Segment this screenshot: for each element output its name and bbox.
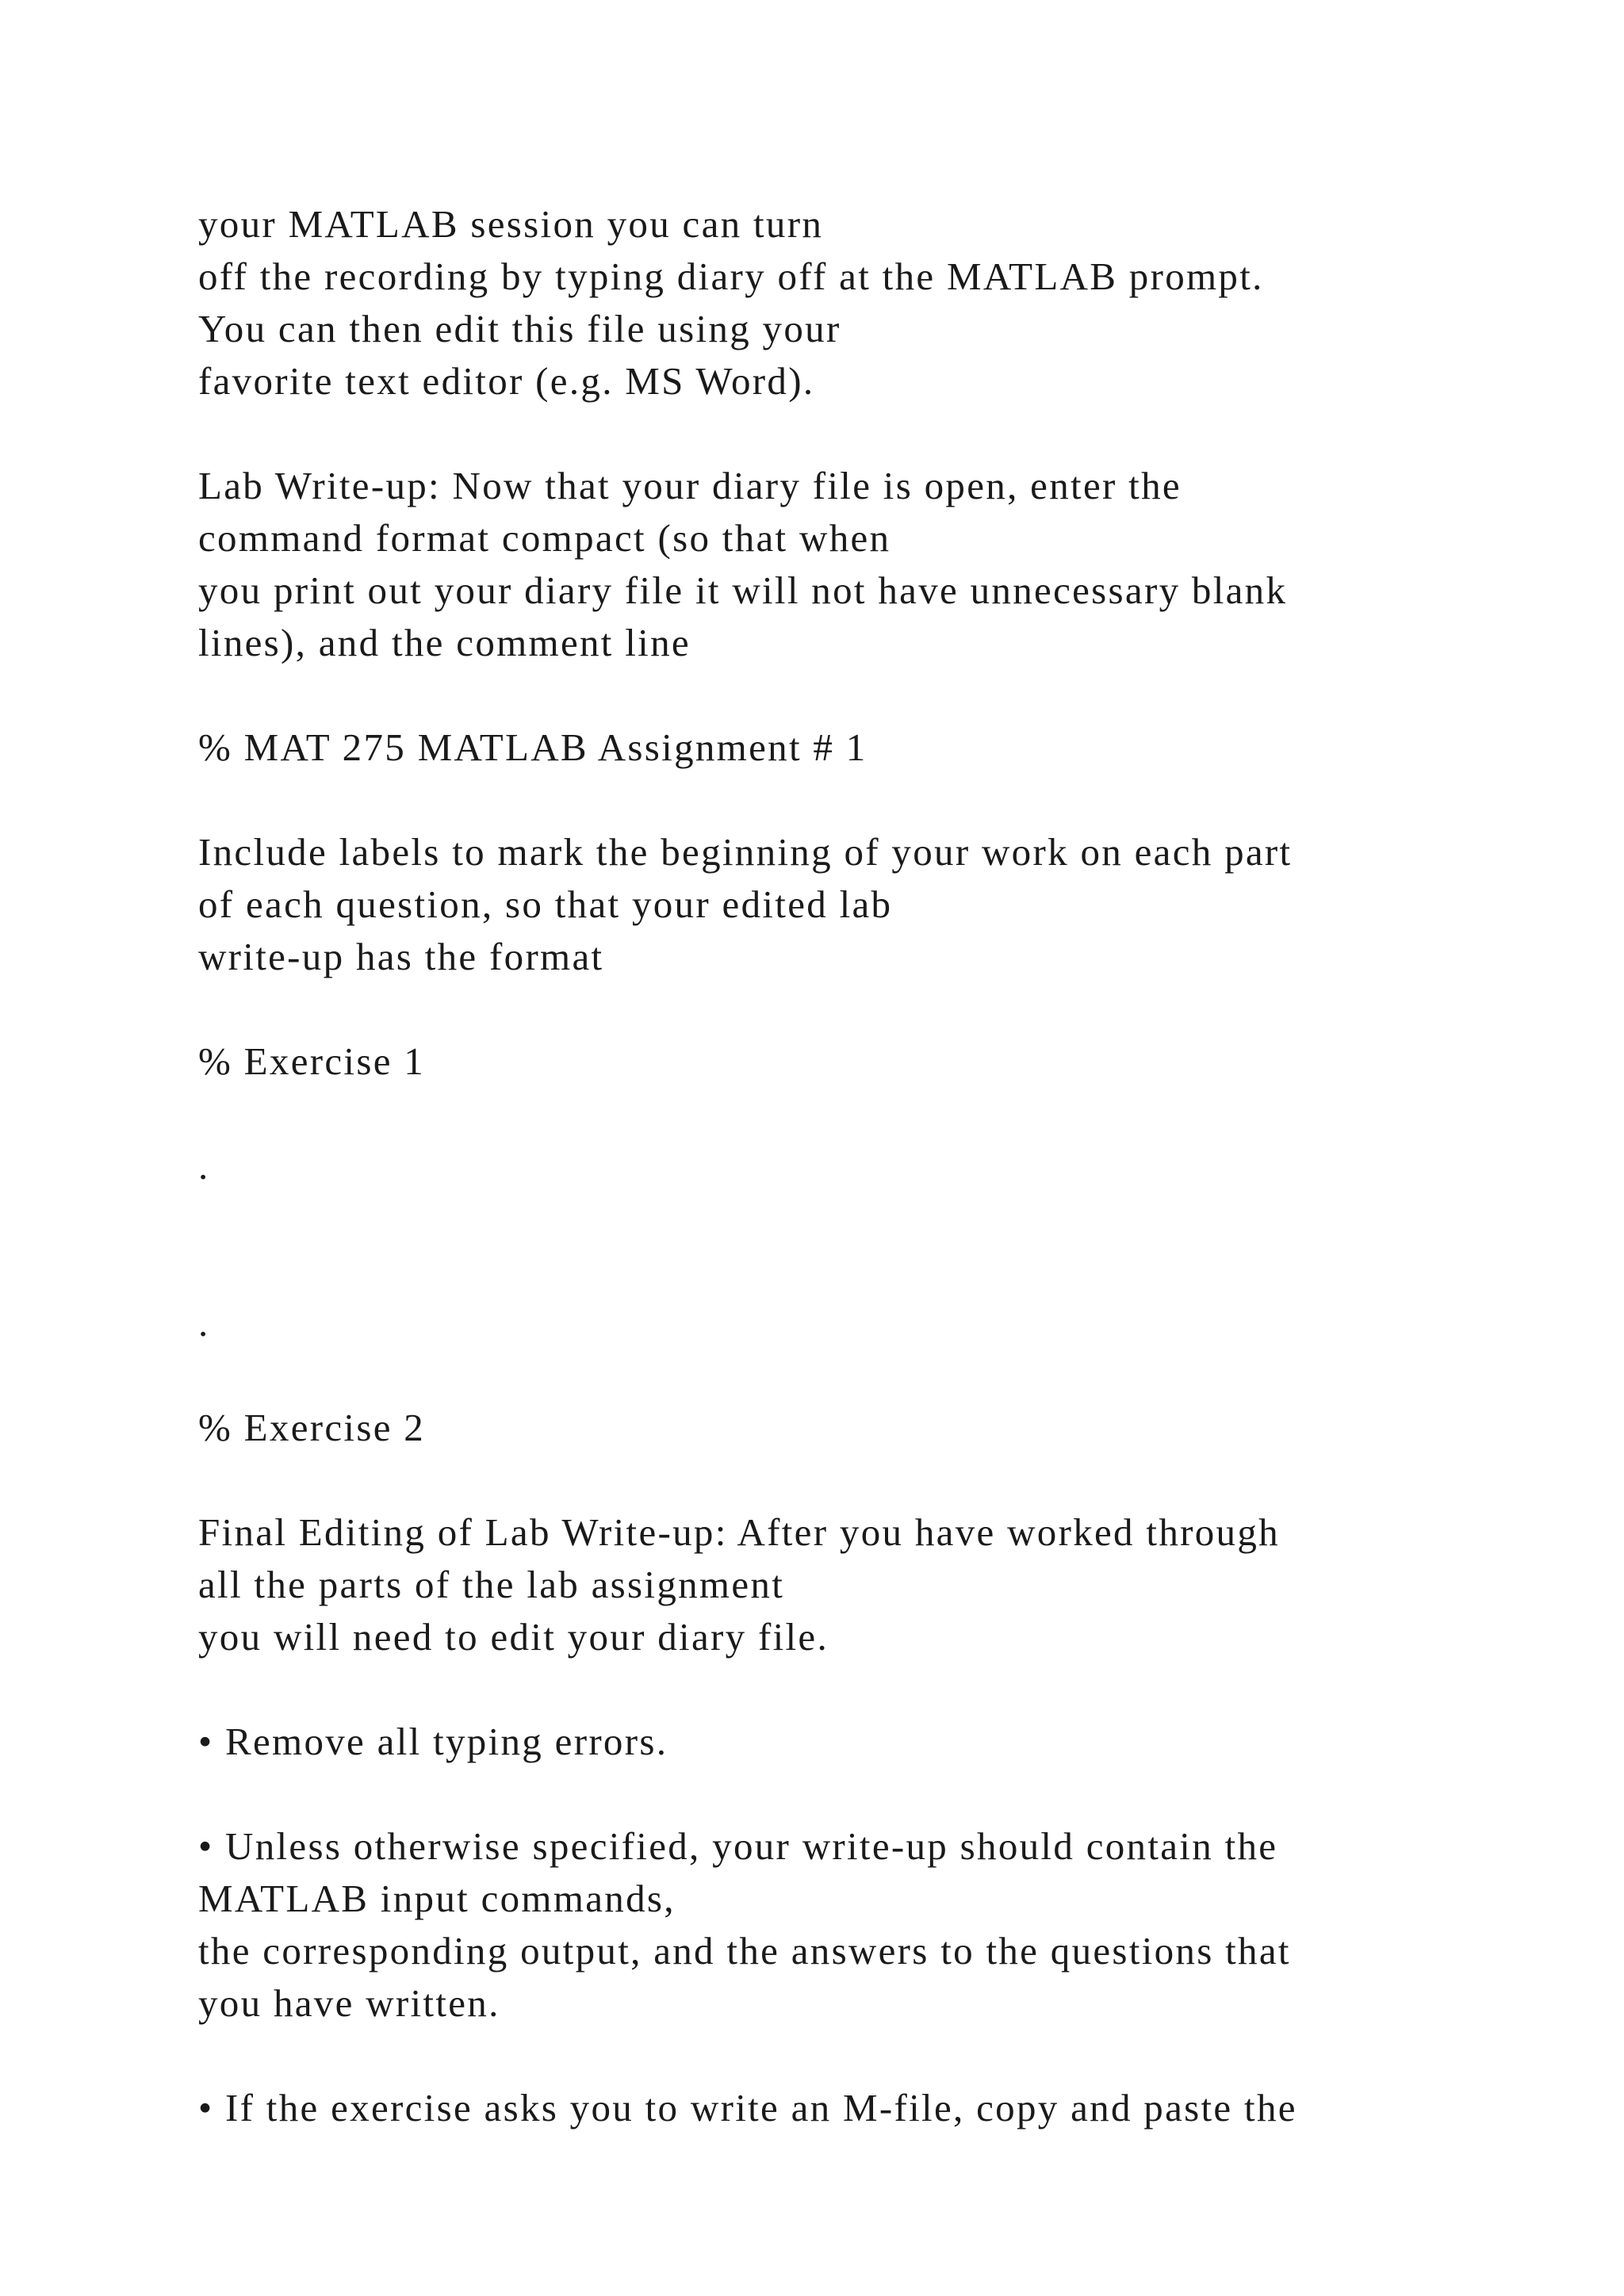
text-line: favorite text editor (e.g. MS Word). [198,359,815,403]
paragraph-bullet-typing-errors [198,1716,1483,1768]
paragraph-bullet-mfile [198,2082,1483,2134]
text-line: MATLAB input commands, [198,1877,676,1920]
text-line: You can then edit this file using your [198,307,841,350]
text-line: the corresponding output, and the answers to the questions that [198,1929,1291,1973]
paragraph-exercise-1 [198,1035,1483,1088]
text-line: you have written. [198,1981,500,2025]
text-line: . [198,1301,210,1345]
paragraph-bullet-writeup-contents [198,1820,1483,2030]
text-line: off the recording by typing diary off at the MATLAB prompt. [198,254,1264,298]
text-line: • Remove all typing errors. [198,1720,668,1763]
text-line: % Exercise 2 [198,1406,426,1449]
text-line: Final Editing of Lab Write-up: After you have worked through [198,1510,1280,1554]
paragraph-exercise-2 [198,1402,1483,1454]
text-line: Lab Write-up: Now that your diary file is open, enter the [198,464,1182,507]
paragraph-diary-intro [198,198,1483,408]
paragraph-dot-1 [198,1140,1483,1245]
text-line: command format compact (so that when [198,516,891,560]
text-line: • If the exercise asks you to write an M-file, copy and paste the [198,2086,1297,2130]
text-line: . [198,1144,210,1188]
text-line: all the parts of the lab assignment [198,1563,785,1606]
text-line: % Exercise 1 [198,1039,426,1083]
text-line: Include labels to mark the beginning of your work on each part [198,830,1293,874]
paragraph-assignment-comment [198,721,1483,774]
text-line: you print out your diary file it will not have unnecessary blank [198,568,1288,612]
text-line: lines), and the comment line [198,621,691,664]
blank-line [198,1192,1483,1245]
text-line: your MATLAB session you can turn [198,202,824,246]
text-line: • Unless otherwise specified, your write-up should contain the [198,1824,1278,1868]
paragraph-final-editing [198,1506,1483,1663]
text-line: % MAT 275 MATLAB Assignment # 1 [198,725,868,769]
text-line: of each question, so that your edited lab [198,882,893,926]
paragraph-lab-writeup [198,460,1483,669]
document-body [198,198,1483,2187]
paragraph-include-labels [198,826,1483,983]
text-line: write-up has the format [198,935,604,978]
text-line: you will need to edit your diary file. [198,1615,829,1659]
paragraph-dot-2 [198,1297,1483,1349]
